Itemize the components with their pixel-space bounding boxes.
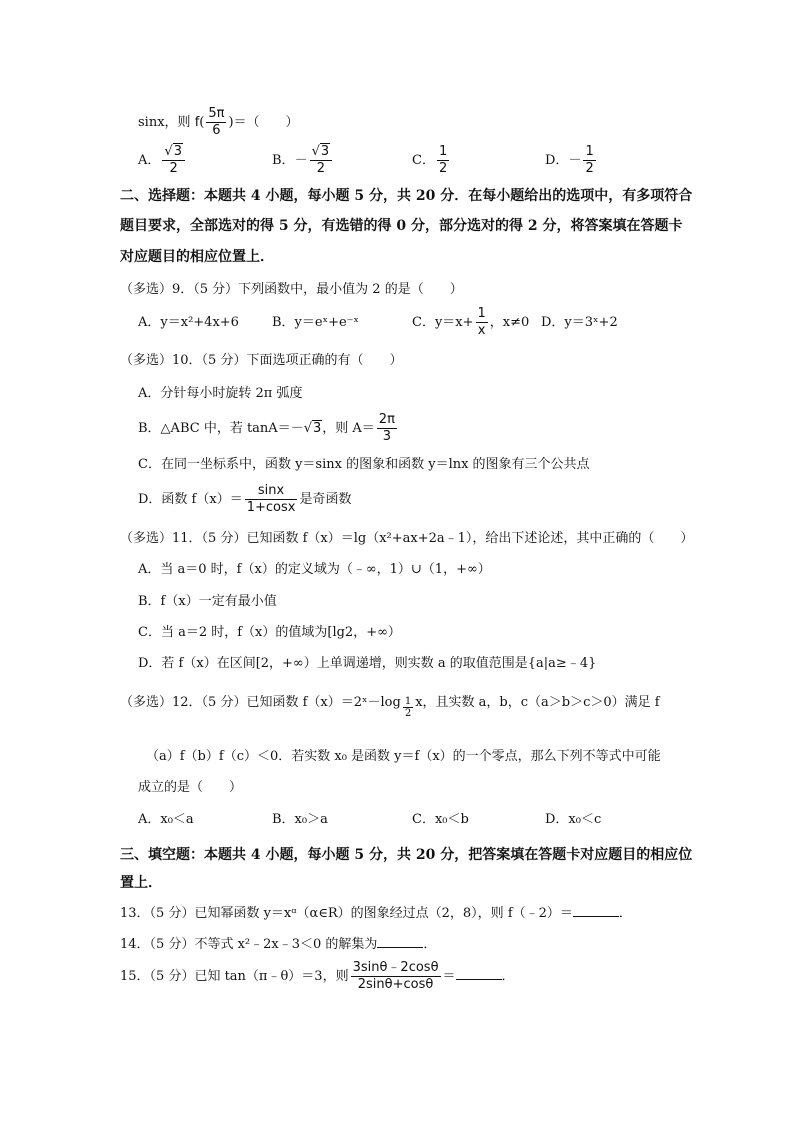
q8-prefix: sinx，则 — [138, 115, 191, 130]
q11-option-a: A．当 a＝0 时，f（x）的定义域为（﹣∞，1）∪（1，+∞） — [138, 562, 491, 577]
q10-b-pre: B．△ABC 中，若 tanA＝－ — [138, 421, 304, 436]
section2-heading-line1: 二、选择题：本题共 4 小题，每小题 5 分，共 20 分．在每小题给出的选项中，有多项符合 — [120, 188, 693, 204]
numerator: 3sinθ﹣2cosθ — [352, 960, 439, 975]
q9-stem: （多选）9．（5 分）下列函数中，最小值为 2 的是（ ） — [120, 282, 463, 297]
sqrt-icon: √3 — [303, 421, 322, 436]
answer-blank[interactable] — [456, 967, 502, 980]
q10-option-c: C．在同一坐标系中，函数 y＝sinx 的图象和函数 y＝lnx 的图象有三个公共点 — [138, 457, 590, 472]
q8-suffix: )＝（ ） — [228, 115, 299, 130]
q12-option-d: D．x₀＜c — [545, 812, 602, 827]
q12-line2: （a）f（b）f（c）＜0．若实数 x₀ 是函数 y＝f（x）的一个零点，那么下列不等式中可能 — [146, 749, 661, 764]
q13 — [120, 904, 632, 923]
section3-heading-line1: 三、填空题：本题共 4 小题，每小题 5 分，共 20 分，把答案填在答题卡对应题目的相应位 — [120, 847, 693, 863]
q11-option-d: D．若 f（x）在区间[2，+∞）上单调递增，则实数 a 的取值范围是{a|a≥﹣4} — [138, 656, 597, 671]
sqrt-icon: √3 — [164, 144, 182, 159]
section3-heading-line2: 置上． — [120, 875, 162, 891]
q12-stem-post: x，且实数 a，b，c（a＞b＞c＞0）满足 f — [415, 695, 660, 710]
q14-text: 14．（5 分）不等式 x²﹣2x﹣3＜0 的解集为 — [120, 937, 378, 952]
q11-stem: （多选）11．（5 分）已知函数 f（x）＝lg（x²+ax+2a﹣1），给出下述论述，其中正确的（ ） — [120, 531, 694, 546]
denominator: x — [477, 323, 486, 338]
numerator: 1 — [404, 696, 412, 707]
section2-heading-line3: 对应题目的相应位置上． — [120, 249, 274, 265]
denominator: 2 — [404, 708, 412, 719]
q8-option-c — [412, 144, 451, 177]
q10-d-fraction — [245, 483, 298, 516]
denominator: 2 — [169, 161, 178, 176]
q12-stem-pre: （多选）12．（5 分）已知函数 f（x）＝2ˣ－log — [120, 695, 401, 710]
q10-d-post: 是奇函数 — [299, 492, 352, 507]
denominator: 2 — [438, 161, 448, 176]
sqrt-icon: √3 — [311, 144, 330, 159]
numerator: 1 — [585, 144, 594, 159]
q9-option-d: D．y＝3ˣ+2 — [541, 315, 618, 330]
q9-c-fraction — [476, 306, 488, 339]
q11-option-c: C．当 a＝2 时，f（x）的值域为[lg2，+∞） — [138, 625, 401, 640]
q8-frac-num: 5π — [208, 106, 225, 121]
q8-stem-tail: sinx，则 f( $\frac{5\pi}{6}$ )＝（ ） — [138, 106, 299, 138]
q10-option-d — [138, 483, 351, 516]
q12-option-a: A．x₀＜a — [138, 812, 194, 827]
denominator: 2 — [585, 161, 594, 176]
q8-b-fraction — [310, 144, 333, 177]
option-letter: C． — [412, 153, 435, 168]
q8-option-a — [138, 144, 187, 177]
q9-option-a: A．y＝x²+4x+6 — [138, 315, 239, 330]
option-letter: B． — [272, 153, 295, 168]
denominator: 3 — [382, 429, 391, 444]
q8-a-fraction — [162, 144, 185, 177]
q10-d-pre: D．函数 f（x）＝ — [138, 492, 243, 507]
radicand: 3 — [173, 144, 182, 159]
q10-option-a: A．分针每小时旋转 2π 弧度 — [138, 386, 303, 401]
radicand: 3 — [312, 421, 322, 436]
answer-blank[interactable] — [377, 935, 423, 948]
option-letter: A． — [138, 153, 161, 168]
q10-b-fraction — [377, 412, 397, 445]
radicand: 3 — [320, 144, 330, 159]
q15-equals: ＝ — [442, 969, 456, 984]
q15-text: 15．（5 分）已知 tan（π﹣θ）＝3，则 — [120, 969, 349, 984]
minus-sign: － — [294, 153, 308, 168]
q12-option-b: B．x₀＞a — [272, 812, 328, 827]
q12-line3: 成立的是（ ） — [138, 780, 243, 795]
q9-option-b: B．y＝eˣ+e⁻ˣ — [272, 315, 360, 330]
q11-option-b: B．f（x）一定有最小值 — [138, 594, 277, 609]
q8-c-fraction — [437, 144, 449, 177]
q10-option-b — [138, 412, 399, 445]
answer-blank[interactable] — [573, 904, 619, 917]
q10-b-mid: ，则 A＝ — [322, 421, 375, 436]
q8-fraction — [206, 106, 226, 139]
q9-option-c — [412, 306, 529, 339]
denominator: 2sinθ+cosθ — [357, 977, 434, 992]
q10-stem: （多选）10．（5 分）下面选项正确的有（ ） — [120, 353, 403, 368]
q12-log-base — [403, 696, 413, 719]
numerator: 1 — [438, 144, 448, 159]
numerator: 1 — [477, 306, 486, 321]
q13-end: ． — [618, 906, 632, 921]
q8-frac-den: 6 — [212, 123, 221, 138]
q13-text: 13．（5 分）已知幂函数 y＝xᵅ（α∈R）的图象经过点（2，8），则 f（﹣2）＝ — [120, 906, 573, 921]
q9-c-pre: C．y＝x+ — [412, 315, 474, 330]
minus-sign: － — [568, 153, 582, 168]
q8-option-d — [545, 144, 598, 177]
q8-d-fraction — [583, 144, 595, 177]
section2-heading-line2: 题目要求，全部选对的得 5 分，有选错的得 0 分，部分选对的得 2 分，将答案填在答题卡 — [120, 218, 683, 234]
denominator: 2 — [316, 161, 325, 176]
q14-end: ． — [423, 937, 437, 952]
q15-fraction — [351, 960, 441, 993]
q15 — [120, 960, 515, 993]
numerator: sinx — [245, 483, 298, 500]
q8-f: f — [194, 115, 200, 130]
numerator: 2π — [378, 412, 395, 427]
denominator: 1+cosx — [246, 500, 296, 515]
q15-end: ． — [501, 969, 515, 984]
option-letter: D． — [545, 153, 569, 168]
q12-stem — [120, 694, 660, 719]
q14 — [120, 935, 436, 954]
q9-c-post: ，x≠0 — [489, 315, 530, 330]
q12-option-c: C．x₀＜b — [412, 812, 469, 827]
q8-option-b — [272, 144, 334, 177]
